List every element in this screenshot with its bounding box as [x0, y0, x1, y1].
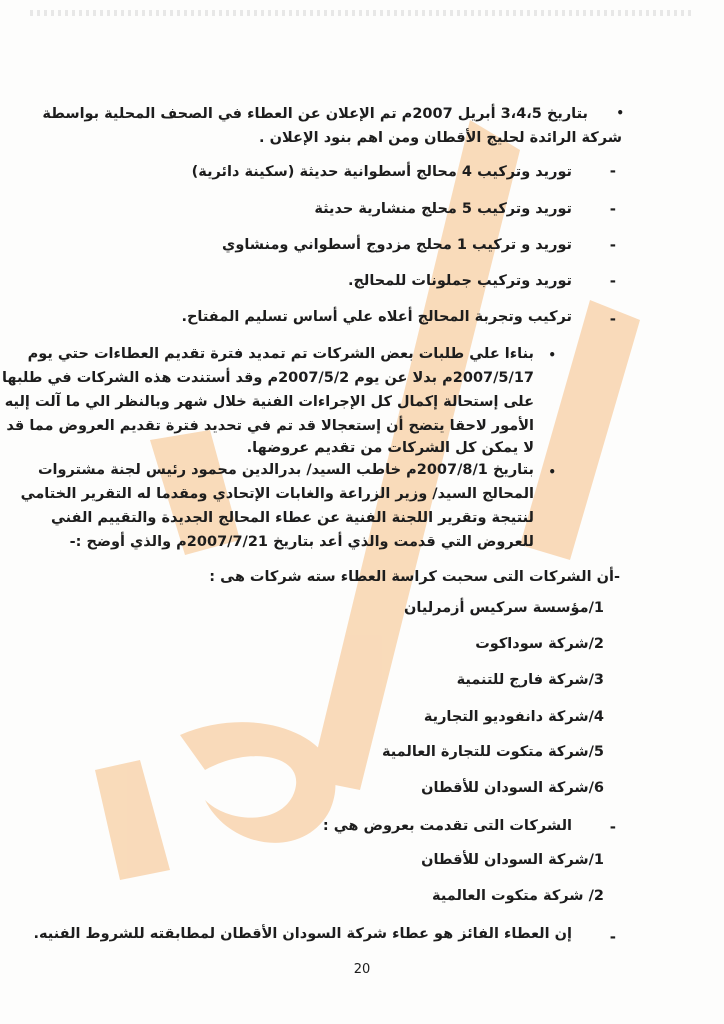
submitted-company: 1/شركة السودان للأقطان	[421, 852, 604, 868]
submitted-heading: الشركات التى تقدمت بعروض هي :	[322, 818, 572, 834]
intro-line-2: شركة الرائدة لحليج الأقطان ومن اهم بنود الإعلان .	[259, 130, 622, 146]
letter-line: للعروض التي قدمت والذي أعد بتاريخ 2007/7/21م والذي أوضح :-	[69, 534, 534, 550]
extension-line: على إستحالة إكمال كل الإجراءات الفنية خلال شهر وبالنظر الي ما آلت إليه	[4, 394, 534, 410]
dash-marker: -	[609, 928, 616, 946]
dash-marker: -	[609, 236, 616, 254]
withdrawn-company: 4/شركة دانفوديو التجارية	[423, 709, 604, 725]
withdrawn-company: 6/شركة السودان للأقطان	[421, 780, 604, 796]
dash-marker: -	[609, 272, 616, 290]
extension-line: لا يمكن كل الشركات من تقديم عروضها.	[246, 440, 534, 456]
tender-item: توريد و تركيب 1 محلج مزدوج أسطواني ومنشاوي	[222, 237, 572, 253]
extension-line: بناءا علي طلبات بعض الشركات تم تمديد فترة تقديم العطاءات حتي يوم	[27, 346, 534, 362]
withdrawn-company: 3/شركة فارج للتنمية	[456, 672, 604, 688]
withdrawn-company: 1/مؤسسة سركيس أزمرليان	[404, 600, 604, 616]
letter-line: لنتيجة وتقرير اللجنة الفنية عن عطاء المحالج الجديدة والتقييم الفني	[50, 510, 534, 526]
intro-line-1: بتاريخ 3،4،5 أبريل 2007م تم الإعلان عن العطاء في الصحف المحلية بواسطة	[42, 106, 588, 122]
tender-item: توريد وتركيب 4 محالج أسطوانية حديثة (سكينة دائرية)	[191, 164, 572, 180]
dash-marker: -	[609, 818, 616, 836]
dash-marker: -	[609, 200, 616, 218]
extension-line: 2007/5/17م بدلا عن يوم 2007/5/2م وقد أستندت هذه الشركات في طلبها	[1, 370, 534, 386]
submitted-company: 2/ شركة متكوت العالمية	[432, 888, 604, 904]
dash-marker: -	[609, 162, 616, 180]
tender-item: تركيب وتجربة المحالج أعلاه علي أساس تسليم المفتاح.	[181, 309, 572, 325]
withdrawn-company: 2/شركة سوداكوت	[475, 636, 604, 652]
bullet-icon: •	[548, 465, 556, 479]
bullet-icon: •	[616, 106, 624, 120]
letter-line: بتاريخ 2007/8/1م خاطب السيد/ بدرالدين محمود رئيس لجنة مشتروات	[37, 462, 534, 478]
withdrawn-company: 5/شركة متكوت للتجارة العالمية	[381, 744, 604, 760]
dash-marker: -	[609, 310, 616, 328]
letter-line: المحالج السيد/ وزير الزراعة والغابات الإتحادي ومقدما له التقرير الختامي	[20, 486, 534, 502]
tender-item: توريد وتركيب 5 محلج منشارية حديثة	[314, 201, 572, 217]
extension-line: الأمور لاحقا يتضح أن إستعجالا قد تم في تحديد فترة تقديم العروض مما قد	[6, 418, 534, 434]
tender-item: توريد وتركيب جملونات للمحالج.	[347, 273, 572, 289]
page-number: 20	[353, 962, 371, 977]
bullet-icon: •	[548, 348, 556, 362]
withdrawn-heading: -أن الشركات التى سحبت كراسة العطاء سته شركات هى :	[209, 569, 620, 585]
winner-statement: إن العطاء الفائز هو عطاء شركة السودان الأقطان لمطابقته للشروط الفنيه.	[33, 926, 572, 942]
